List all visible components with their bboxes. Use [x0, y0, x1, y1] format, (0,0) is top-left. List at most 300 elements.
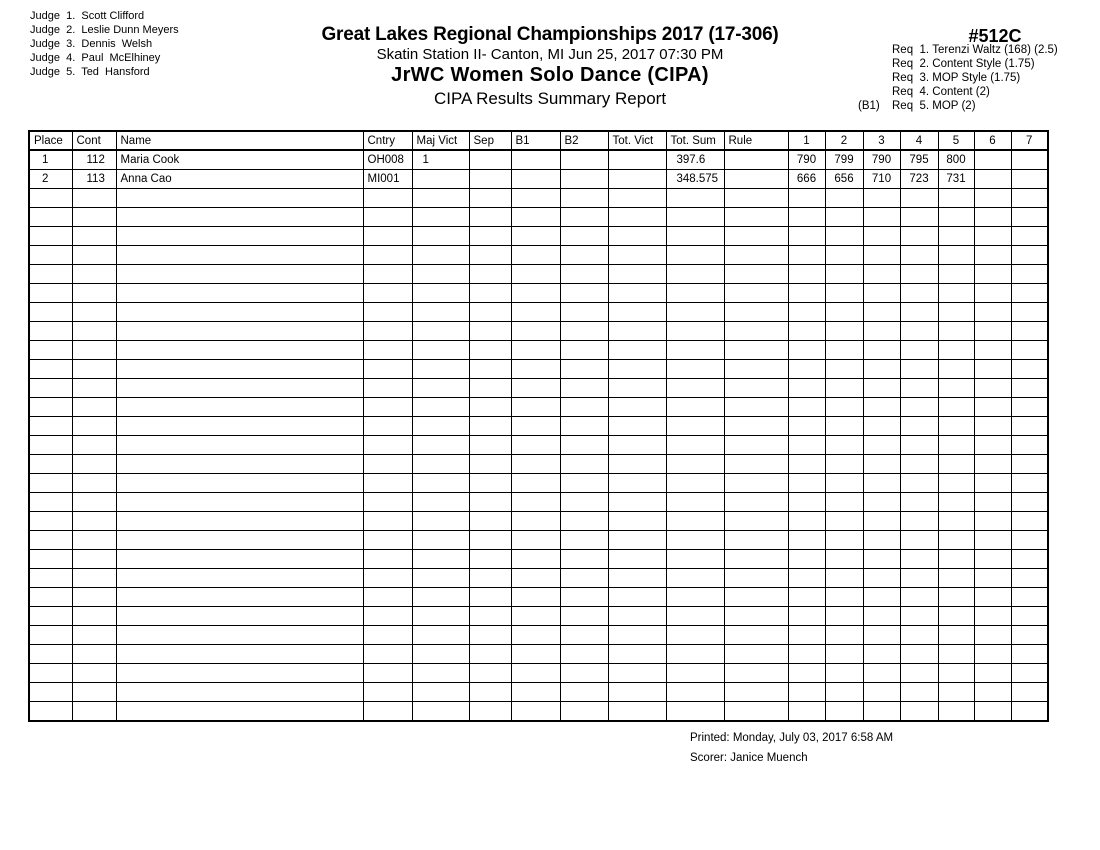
empty-cell	[469, 246, 511, 265]
empty-cell	[974, 303, 1011, 322]
table-row	[29, 170, 1048, 189]
col-header-judge-7: 7	[1011, 131, 1048, 150]
empty-cell	[724, 360, 788, 379]
empty-cell	[938, 208, 974, 227]
empty-cell	[72, 474, 116, 493]
empty-cell	[788, 645, 825, 664]
cell-judge-5: 731	[938, 170, 974, 189]
empty-cell	[900, 512, 938, 531]
cell-judge-6	[974, 150, 1011, 170]
empty-cell	[608, 512, 666, 531]
table-row-empty	[29, 246, 1048, 265]
empty-cell	[29, 569, 72, 588]
empty-cell	[825, 341, 863, 360]
empty-cell	[974, 474, 1011, 493]
empty-cell	[825, 512, 863, 531]
empty-cell	[560, 626, 608, 645]
empty-cell	[469, 265, 511, 284]
empty-cell	[825, 436, 863, 455]
empty-cell	[788, 569, 825, 588]
empty-cell	[788, 360, 825, 379]
judge-name: Paul McElhiney	[81, 52, 161, 64]
empty-cell	[469, 303, 511, 322]
empty-cell	[788, 702, 825, 722]
empty-cell	[72, 284, 116, 303]
empty-cell	[666, 531, 724, 550]
empty-cell	[900, 626, 938, 645]
empty-cell	[363, 398, 412, 417]
empty-cell	[666, 284, 724, 303]
empty-cell	[974, 227, 1011, 246]
empty-cell	[412, 512, 469, 531]
cell-maj-vict	[412, 170, 469, 189]
table-row-empty	[29, 265, 1048, 284]
empty-cell	[511, 265, 560, 284]
empty-cell	[825, 607, 863, 626]
table-row-empty	[29, 322, 1048, 341]
empty-cell	[608, 550, 666, 569]
empty-cell	[938, 474, 974, 493]
empty-cell	[863, 246, 900, 265]
empty-cell	[608, 379, 666, 398]
empty-cell	[938, 702, 974, 722]
empty-cell	[29, 208, 72, 227]
empty-cell	[363, 436, 412, 455]
empty-cell	[788, 455, 825, 474]
empty-cell	[608, 208, 666, 227]
empty-cell	[608, 322, 666, 341]
empty-cell	[412, 474, 469, 493]
table-row-empty	[29, 227, 1048, 246]
empty-cell	[412, 284, 469, 303]
cell-tot-vict	[608, 150, 666, 170]
table-row-empty	[29, 531, 1048, 550]
empty-cell	[666, 455, 724, 474]
empty-cell	[29, 493, 72, 512]
empty-cell	[469, 227, 511, 246]
empty-cell	[116, 246, 363, 265]
empty-cell	[29, 436, 72, 455]
results-table	[28, 130, 1049, 722]
empty-cell	[560, 664, 608, 683]
empty-cell	[116, 265, 363, 284]
empty-cell	[724, 341, 788, 360]
requirement-label: Req 3.	[892, 72, 930, 84]
empty-cell	[116, 208, 363, 227]
cell-cntry: OH008	[363, 150, 412, 170]
table-row-empty	[29, 455, 1048, 474]
empty-cell	[1011, 284, 1048, 303]
empty-cell	[608, 360, 666, 379]
empty-cell	[72, 607, 116, 626]
empty-cell	[938, 417, 974, 436]
empty-cell	[666, 341, 724, 360]
empty-cell	[900, 265, 938, 284]
empty-cell	[1011, 607, 1048, 626]
cell-b1	[511, 170, 560, 189]
empty-cell	[900, 645, 938, 664]
empty-cell	[116, 436, 363, 455]
cell-tot-sum: 397.6	[666, 150, 724, 170]
col-header-tot-vict: Tot. Vict	[608, 131, 666, 150]
empty-cell	[938, 588, 974, 607]
col-header-sep: Sep	[469, 131, 511, 150]
empty-cell	[116, 284, 363, 303]
requirement-text: Terenzi Waltz (168) (2.5)	[932, 44, 1058, 56]
table-row-empty	[29, 417, 1048, 436]
empty-cell	[116, 360, 363, 379]
empty-cell	[724, 493, 788, 512]
col-header-tot-sum: Tot. Sum	[666, 131, 724, 150]
empty-cell	[666, 550, 724, 569]
empty-cell	[974, 512, 1011, 531]
empty-cell	[560, 360, 608, 379]
empty-cell	[788, 531, 825, 550]
empty-cell	[900, 360, 938, 379]
empty-cell	[938, 455, 974, 474]
empty-cell	[666, 474, 724, 493]
empty-cell	[116, 588, 363, 607]
empty-cell	[938, 607, 974, 626]
empty-cell	[788, 227, 825, 246]
table-row-empty	[29, 607, 1048, 626]
empty-cell	[900, 379, 938, 398]
judge-line	[30, 23, 179, 37]
empty-cell	[72, 626, 116, 645]
empty-cell	[29, 474, 72, 493]
empty-cell	[900, 702, 938, 722]
empty-cell	[724, 531, 788, 550]
empty-cell	[825, 398, 863, 417]
empty-cell	[938, 626, 974, 645]
empty-cell	[511, 474, 560, 493]
empty-cell	[72, 436, 116, 455]
empty-cell	[511, 379, 560, 398]
table-row-empty	[29, 436, 1048, 455]
empty-cell	[938, 246, 974, 265]
empty-cell	[608, 284, 666, 303]
empty-cell	[666, 588, 724, 607]
empty-cell	[560, 588, 608, 607]
empty-cell	[608, 664, 666, 683]
empty-cell	[72, 702, 116, 722]
empty-cell	[560, 189, 608, 208]
empty-cell	[511, 588, 560, 607]
empty-cell	[1011, 379, 1048, 398]
empty-cell	[469, 569, 511, 588]
empty-cell	[560, 683, 608, 702]
empty-cell	[724, 588, 788, 607]
empty-cell	[825, 455, 863, 474]
cell-judge-1: 790	[788, 150, 825, 170]
judge-name: Dennis Welsh	[81, 38, 153, 50]
empty-cell	[788, 493, 825, 512]
empty-cell	[788, 322, 825, 341]
empty-cell	[560, 512, 608, 531]
empty-cell	[511, 512, 560, 531]
table-row-empty	[29, 702, 1048, 722]
requirement-label: Req 1.	[892, 44, 930, 56]
col-header-place: Place	[29, 131, 72, 150]
scorer-name: Scorer: Janice Muench	[690, 752, 808, 764]
empty-cell	[825, 702, 863, 722]
empty-cell	[900, 550, 938, 569]
empty-cell	[788, 246, 825, 265]
empty-cell	[825, 550, 863, 569]
empty-cell	[412, 588, 469, 607]
empty-cell	[72, 664, 116, 683]
empty-cell	[1011, 398, 1048, 417]
empty-cell	[29, 227, 72, 246]
report-name: CIPA Results Summary Report	[433, 89, 667, 108]
empty-cell	[863, 531, 900, 550]
empty-cell	[1011, 417, 1048, 436]
judge-name: Scott Clifford	[81, 10, 145, 22]
empty-cell	[469, 417, 511, 436]
requirement-label: Req 4.	[892, 86, 930, 98]
empty-cell	[116, 607, 363, 626]
cell-place: 1	[29, 150, 72, 170]
empty-cell	[938, 341, 974, 360]
empty-cell	[788, 664, 825, 683]
empty-cell	[724, 208, 788, 227]
cell-judge-6	[974, 170, 1011, 189]
empty-cell	[29, 265, 72, 284]
empty-cell	[1011, 588, 1048, 607]
empty-cell	[825, 322, 863, 341]
cell-judge-3: 710	[863, 170, 900, 189]
empty-cell	[469, 379, 511, 398]
empty-cell	[724, 189, 788, 208]
empty-cell	[116, 645, 363, 664]
empty-cell	[469, 455, 511, 474]
empty-cell	[788, 550, 825, 569]
empty-cell	[72, 246, 116, 265]
empty-cell	[863, 227, 900, 246]
empty-cell	[363, 550, 412, 569]
empty-cell	[412, 208, 469, 227]
table-row-empty	[29, 512, 1048, 531]
empty-cell	[29, 246, 72, 265]
empty-cell	[511, 702, 560, 722]
empty-cell	[560, 303, 608, 322]
empty-cell	[469, 512, 511, 531]
empty-cell	[29, 455, 72, 474]
empty-cell	[863, 189, 900, 208]
empty-cell	[938, 227, 974, 246]
empty-cell	[666, 303, 724, 322]
empty-cell	[938, 265, 974, 284]
empty-cell	[788, 436, 825, 455]
col-header-cont: Cont	[72, 131, 116, 150]
empty-cell	[666, 626, 724, 645]
empty-cell	[938, 531, 974, 550]
empty-cell	[363, 417, 412, 436]
table-header-row	[29, 131, 1048, 150]
empty-cell	[412, 645, 469, 664]
empty-cell	[863, 569, 900, 588]
empty-cell	[412, 626, 469, 645]
empty-cell	[560, 550, 608, 569]
judge-line	[30, 65, 179, 79]
requirement-prefix	[858, 85, 892, 99]
empty-cell	[511, 227, 560, 246]
empty-cell	[825, 265, 863, 284]
empty-cell	[788, 512, 825, 531]
empty-cell	[511, 455, 560, 474]
empty-cell	[560, 341, 608, 360]
empty-cell	[72, 322, 116, 341]
empty-cell	[72, 303, 116, 322]
empty-cell	[1011, 265, 1048, 284]
empty-cell	[863, 379, 900, 398]
cell-judge-2: 656	[825, 170, 863, 189]
empty-cell	[511, 531, 560, 550]
empty-cell	[900, 683, 938, 702]
empty-cell	[511, 360, 560, 379]
empty-cell	[724, 683, 788, 702]
empty-cell	[511, 284, 560, 303]
empty-cell	[900, 493, 938, 512]
empty-cell	[788, 341, 825, 360]
empty-cell	[363, 189, 412, 208]
empty-cell	[363, 208, 412, 227]
empty-cell	[974, 626, 1011, 645]
empty-cell	[412, 303, 469, 322]
table-row	[29, 150, 1048, 170]
empty-cell	[412, 531, 469, 550]
empty-cell	[560, 474, 608, 493]
cell-b2	[560, 150, 608, 170]
empty-cell	[788, 398, 825, 417]
empty-cell	[724, 417, 788, 436]
empty-cell	[560, 322, 608, 341]
empty-cell	[511, 664, 560, 683]
empty-cell	[560, 607, 608, 626]
empty-cell	[412, 455, 469, 474]
empty-cell	[469, 531, 511, 550]
empty-cell	[608, 683, 666, 702]
empty-cell	[72, 455, 116, 474]
empty-cell	[511, 645, 560, 664]
empty-cell	[412, 265, 469, 284]
empty-cell	[863, 550, 900, 569]
empty-cell	[1011, 208, 1048, 227]
empty-cell	[900, 303, 938, 322]
empty-cell	[560, 265, 608, 284]
empty-cell	[29, 550, 72, 569]
empty-cell	[788, 588, 825, 607]
empty-cell	[666, 569, 724, 588]
empty-cell	[1011, 683, 1048, 702]
empty-cell	[974, 455, 1011, 474]
empty-cell	[788, 265, 825, 284]
empty-cell	[900, 474, 938, 493]
empty-cell	[666, 607, 724, 626]
empty-cell	[29, 379, 72, 398]
empty-cell	[363, 664, 412, 683]
col-header-judge-1: 1	[788, 131, 825, 150]
empty-cell	[825, 645, 863, 664]
empty-cell	[72, 683, 116, 702]
empty-cell	[974, 360, 1011, 379]
empty-cell	[666, 436, 724, 455]
empty-cell	[511, 683, 560, 702]
cell-b2	[560, 170, 608, 189]
empty-cell	[116, 550, 363, 569]
empty-cell	[511, 626, 560, 645]
empty-cell	[1011, 436, 1048, 455]
empty-cell	[974, 379, 1011, 398]
requirements-list	[858, 43, 1058, 113]
empty-cell	[29, 664, 72, 683]
empty-cell	[469, 436, 511, 455]
empty-cell	[938, 303, 974, 322]
cell-name: Maria Cook	[116, 150, 363, 170]
empty-cell	[788, 303, 825, 322]
empty-cell	[863, 341, 900, 360]
empty-cell	[863, 645, 900, 664]
report-footer	[690, 728, 893, 768]
empty-cell	[666, 189, 724, 208]
empty-cell	[724, 664, 788, 683]
empty-cell	[608, 588, 666, 607]
table-row-empty	[29, 683, 1048, 702]
empty-cell	[724, 322, 788, 341]
empty-cell	[29, 626, 72, 645]
empty-cell	[560, 493, 608, 512]
empty-cell	[116, 398, 363, 417]
empty-cell	[724, 569, 788, 588]
table-row-empty	[29, 208, 1048, 227]
table-row-empty	[29, 360, 1048, 379]
empty-cell	[29, 417, 72, 436]
empty-cell	[29, 284, 72, 303]
cell-judge-3: 790	[863, 150, 900, 170]
empty-cell	[412, 246, 469, 265]
empty-cell	[116, 683, 363, 702]
empty-cell	[724, 436, 788, 455]
empty-cell	[938, 493, 974, 512]
table-row-empty	[29, 189, 1048, 208]
empty-cell	[863, 493, 900, 512]
empty-cell	[863, 284, 900, 303]
empty-cell	[363, 379, 412, 398]
printed-timestamp: Printed: Monday, July 03, 2017 6:58 AM	[690, 732, 894, 744]
judge-label: Judge 3.	[30, 38, 76, 50]
empty-cell	[825, 303, 863, 322]
empty-cell	[608, 265, 666, 284]
empty-cell	[608, 474, 666, 493]
empty-cell	[412, 227, 469, 246]
empty-cell	[938, 569, 974, 588]
judge-label: Judge 4.	[30, 52, 76, 64]
empty-cell	[29, 398, 72, 417]
requirement-label: Req 2.	[892, 58, 930, 70]
empty-cell	[938, 645, 974, 664]
empty-cell	[825, 683, 863, 702]
empty-cell	[72, 417, 116, 436]
empty-cell	[825, 246, 863, 265]
empty-cell	[974, 417, 1011, 436]
col-header-judge-5: 5	[938, 131, 974, 150]
empty-cell	[608, 702, 666, 722]
empty-cell	[974, 645, 1011, 664]
empty-cell	[363, 474, 412, 493]
judge-line	[30, 37, 179, 51]
empty-cell	[974, 664, 1011, 683]
empty-cell	[560, 417, 608, 436]
